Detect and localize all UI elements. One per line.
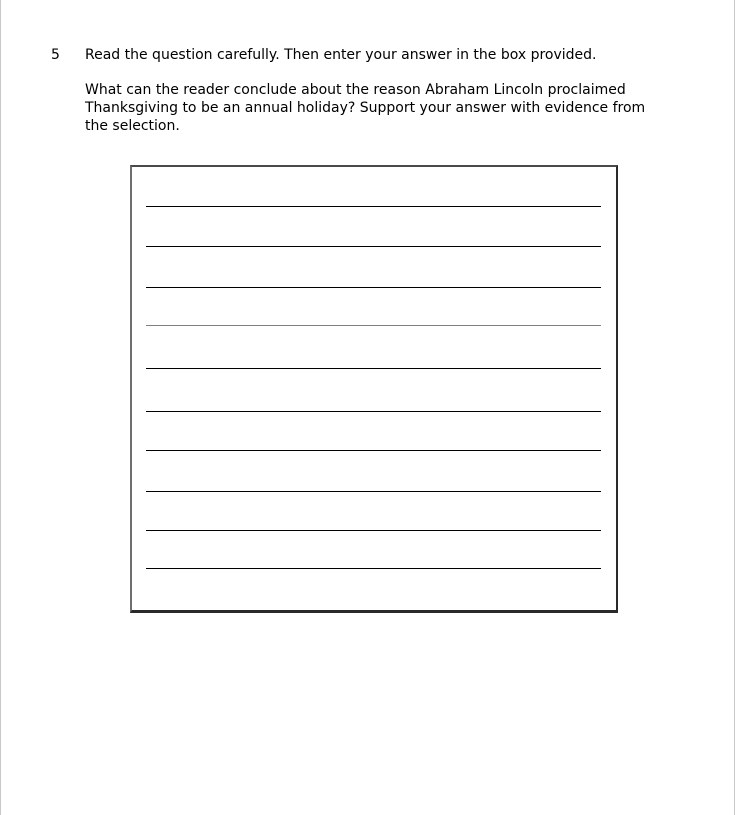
question-instruction: Read the question carefully. Then enter your answer in the box provided. [85,47,597,63]
question-prompt-line: What can the reader conclude about the reason Abraham Lincoln proclaimed [85,82,626,98]
answer-box[interactable] [130,165,618,613]
question-prompt-line: the selection. [85,118,180,134]
question-number: 5 [51,47,60,63]
question-prompt-line: Thanksgiving to be an annual holiday? Support your answer with evidence from [85,100,646,116]
question-prompt [85,81,685,135]
